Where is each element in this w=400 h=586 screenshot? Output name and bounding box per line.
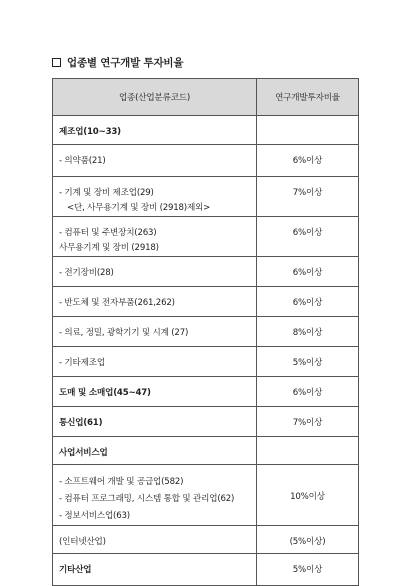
industry-line: 사업서비스업 bbox=[59, 448, 108, 458]
rate-cell: 6%이상 bbox=[257, 287, 359, 317]
industry-line: - 정보서비스업(63) bbox=[59, 511, 130, 521]
rate-cell: 6%이상 bbox=[257, 377, 359, 407]
rate-cell bbox=[257, 437, 359, 465]
table-row bbox=[53, 116, 359, 145]
table-row bbox=[53, 177, 359, 217]
rate-cell: 7%이상 bbox=[257, 407, 359, 437]
industry-line: (인터넷산업) bbox=[59, 537, 106, 547]
industry-line: 기타산업 bbox=[59, 565, 92, 575]
table-row bbox=[53, 437, 359, 465]
rate-cell bbox=[257, 116, 359, 145]
rate-cell: 6%이상 bbox=[257, 257, 359, 287]
industry-cell bbox=[53, 145, 257, 177]
industry-line: - 기타제조업 bbox=[59, 358, 105, 368]
industry-cell bbox=[53, 437, 257, 465]
table-row bbox=[53, 257, 359, 287]
industry-line: - 기계 및 장비 제조업(29) bbox=[59, 188, 154, 198]
industry-cell bbox=[53, 217, 257, 257]
checkbox-square-icon bbox=[52, 58, 61, 67]
industry-line: - 컴퓨터 및 주변장치(263) bbox=[59, 228, 157, 238]
table-row bbox=[53, 377, 359, 407]
industry-line: 통신업(61) bbox=[59, 418, 103, 428]
industry-cell bbox=[53, 116, 257, 145]
industry-cell bbox=[53, 465, 257, 526]
industry-line: - 반도체 및 전자부품(261,262) bbox=[59, 298, 175, 308]
rate-cell: 8%이상 bbox=[257, 317, 359, 347]
rate-cell: (5%이상) bbox=[257, 526, 359, 554]
industry-cell bbox=[53, 377, 257, 407]
industry-cell bbox=[53, 347, 257, 377]
header-industry: 업종(산업분류코드) bbox=[53, 79, 257, 116]
table-row bbox=[53, 554, 359, 586]
table-row bbox=[53, 407, 359, 437]
rd-investment-table bbox=[52, 78, 359, 586]
table-row bbox=[53, 145, 359, 177]
industry-line: - 컴퓨터 프로그래밍, 시스템 통합 및 관리업(62) bbox=[59, 494, 235, 504]
industry-line: - 의약품(21) bbox=[59, 156, 106, 166]
industry-line: 제조업(10~33) bbox=[59, 127, 121, 137]
table-row bbox=[53, 465, 359, 526]
industry-cell bbox=[53, 317, 257, 347]
rate-cell: 10%이상 bbox=[257, 465, 359, 526]
table-row bbox=[53, 347, 359, 377]
industry-line: 도매 및 소매업(45~47) bbox=[59, 388, 151, 398]
industry-line: - 소프트웨어 개발 및 공급업(582) bbox=[59, 477, 184, 487]
industry-line: 사무용기계 및 장비 (2918) bbox=[59, 243, 159, 253]
industry-cell bbox=[53, 177, 257, 217]
table-row bbox=[53, 526, 359, 554]
industry-cell bbox=[53, 526, 257, 554]
section-heading bbox=[52, 54, 183, 70]
table-row bbox=[53, 287, 359, 317]
rate-cell: 6%이상 bbox=[257, 217, 359, 257]
table-row bbox=[53, 217, 359, 257]
header-rate: 연구개발투자비율 bbox=[257, 79, 359, 116]
industry-line: - 의료, 정밀, 광학기기 및 시계 (27) bbox=[59, 328, 189, 338]
industry-cell bbox=[53, 554, 257, 586]
section-title: 업종별 연구개발 투자비율 bbox=[67, 56, 184, 69]
industry-cell bbox=[53, 257, 257, 287]
rate-cell: 7%이상 bbox=[257, 177, 359, 217]
rate-cell: 5%이상 bbox=[257, 554, 359, 586]
industry-cell bbox=[53, 407, 257, 437]
industry-cell bbox=[53, 287, 257, 317]
industry-line: <단, 사무용기계 및 장비 (2918)제외> bbox=[67, 203, 211, 213]
industry-line: - 전기장비(28) bbox=[59, 268, 114, 278]
table-header-row bbox=[53, 79, 359, 116]
table-row bbox=[53, 317, 359, 347]
rate-cell: 6%이상 bbox=[257, 145, 359, 177]
rate-cell: 5%이상 bbox=[257, 347, 359, 377]
